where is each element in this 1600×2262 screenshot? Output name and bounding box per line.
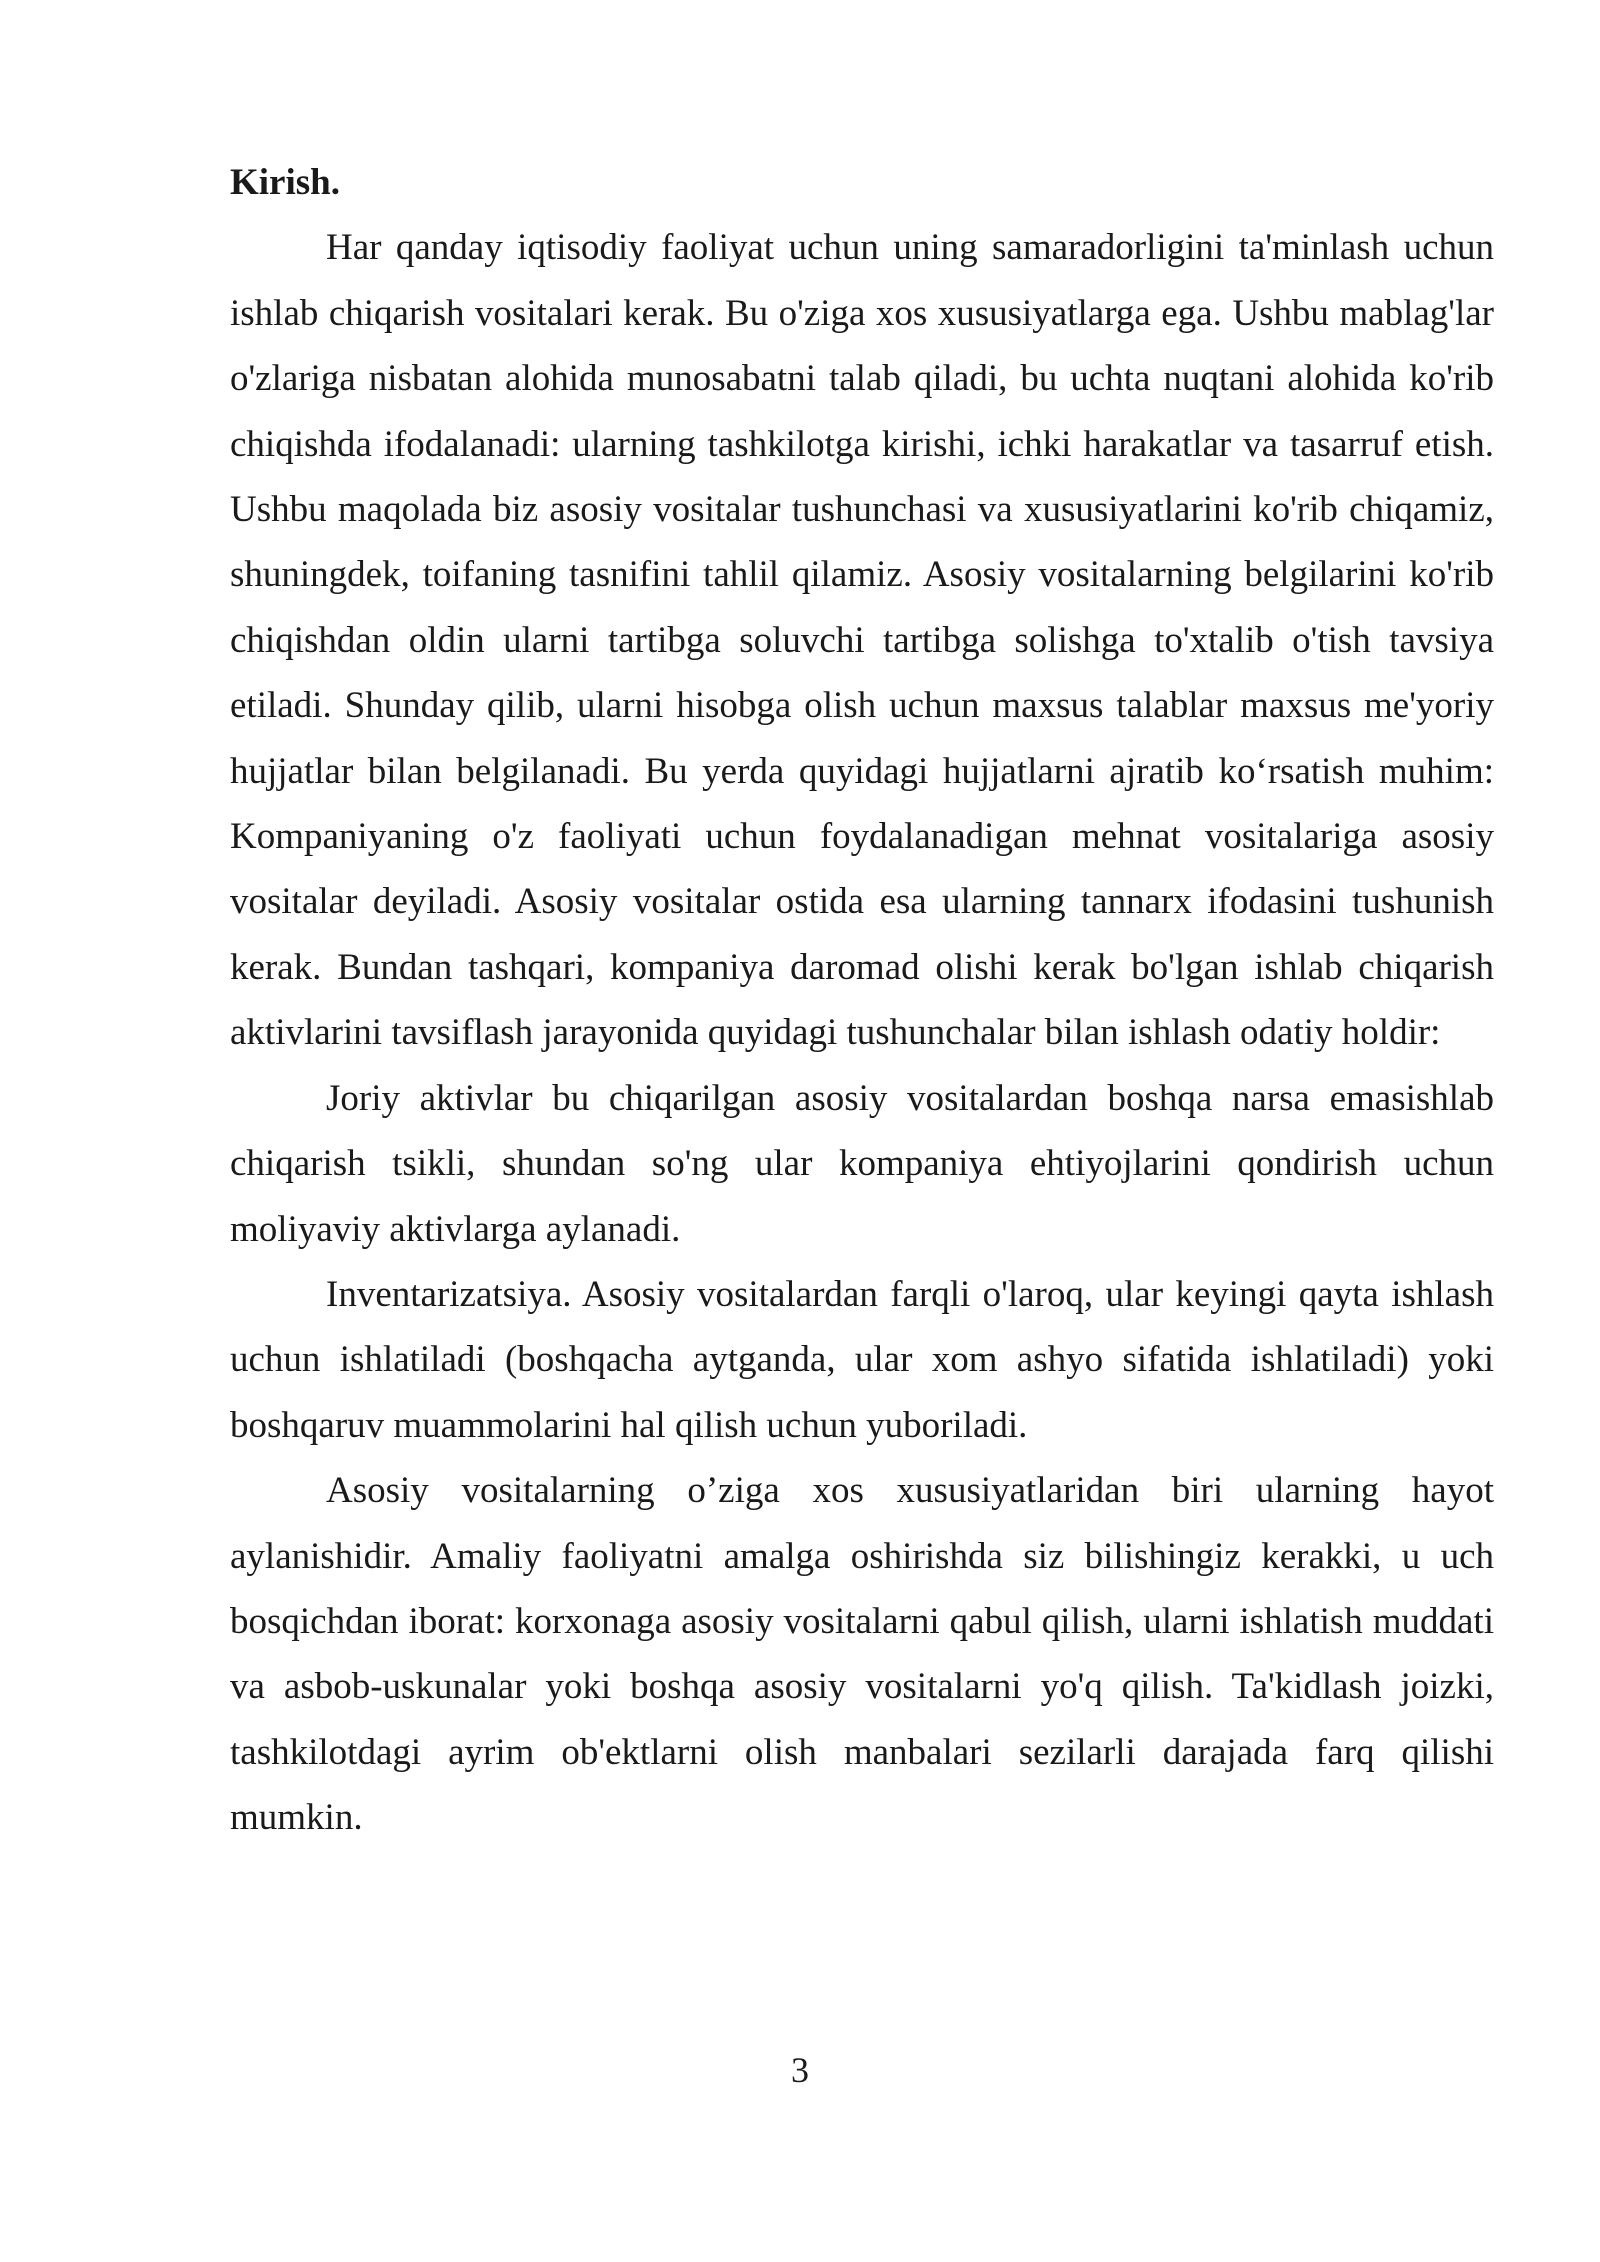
paragraph-1: Har qanday iqtisodiy faoliyat uchun uning samaradorligini ta'minlash uchun ishlab chiqarish vositalari kerak. Bu o'ziga xos xususiyatlarga ega. Ushbu mablag'lar o'zlariga nisbatan alohida munosabatni talab qiladi, bu uchta nuqtani alohida ko'rib chiqishda ifodalanadi: ularning tashkilotga kirishi, ichki harakatlar va tasarruf etish. Ushbu maqolada biz asosiy vositalar tushunchasi va xususiyatlarini ko'rib chiqamiz, shuningdek, toifaning tasnifini tahlil qilamiz. Asosiy vositalarning belgilarini ko'rib chiqishdan oldin ularni tartibga soluvchi tartibga solishga to'xtalib o'tish tavsiya etiladi. Shunday qilib, ularni hisobga olish uchun maxsus talablar maxsus me'yoriy hujjatlar bilan belgilanadi. Bu yerda quyidagi hujjatlarni ajratib ko‘rsatish muhim: Kompaniyaning o'z faoliyati uchun foydalanadigan mehnat vositalariga asosiy vositalar deyiladi. Asosiy vositalar ostida esa ularning tannarx ifodasini tushunish kerak. Bundan tashqari, kompaniya daromad olishi kerak bo'lgan ishlab chiqarish aktivlarini tavsiflash jarayonida quyidagi tushunchalar bilan ishlash odatiy holdir:	[230, 227, 1494, 1054]
paragraph-2: Joriy aktivlar bu chiqarilgan asosiy vositalardan boshqa narsa emasishlab chiqarish tsikli, shundan so'ng ular kompaniya ehtiyojlarini qondirish uchun moliyaviy aktivlarga aylanadi.	[230, 1077, 1494, 1250]
page-content	[230, 150, 1494, 1851]
page-number: 3	[791, 2050, 809, 2090]
paragraph-3: Inventarizatsiya. Asosiy vositalardan farqli o'laroq, ular keyingi qayta ishlash uchun ishlatiladi (boshqacha aytganda, ular xom ashyo sifatida ishlatiladi) yoki boshqaruv muammolarini hal qilish uchun yuboriladi.	[230, 1273, 1494, 1446]
section-heading: Kirish.	[230, 162, 340, 203]
paragraph-4: Asosiy vositalarning o’ziga xos xususiyatlaridan biri ularning hayot aylanishidir. Amaliy faoliyatni amalga oshirishda siz bilishingiz kerakki, u uch bosqichdan iborat: korxonaga asosiy vositalarni qabul qilish, ularni ishlatish muddati va asbob-uskunalar yoki boshqa asosiy vositalarni yo'q qilish. Ta'kidlash joizki, tashkilotdagi ayrim ob'ektlarni olish manbalari sezilarli darajada farq qilishi mumkin.	[230, 1470, 1494, 1839]
